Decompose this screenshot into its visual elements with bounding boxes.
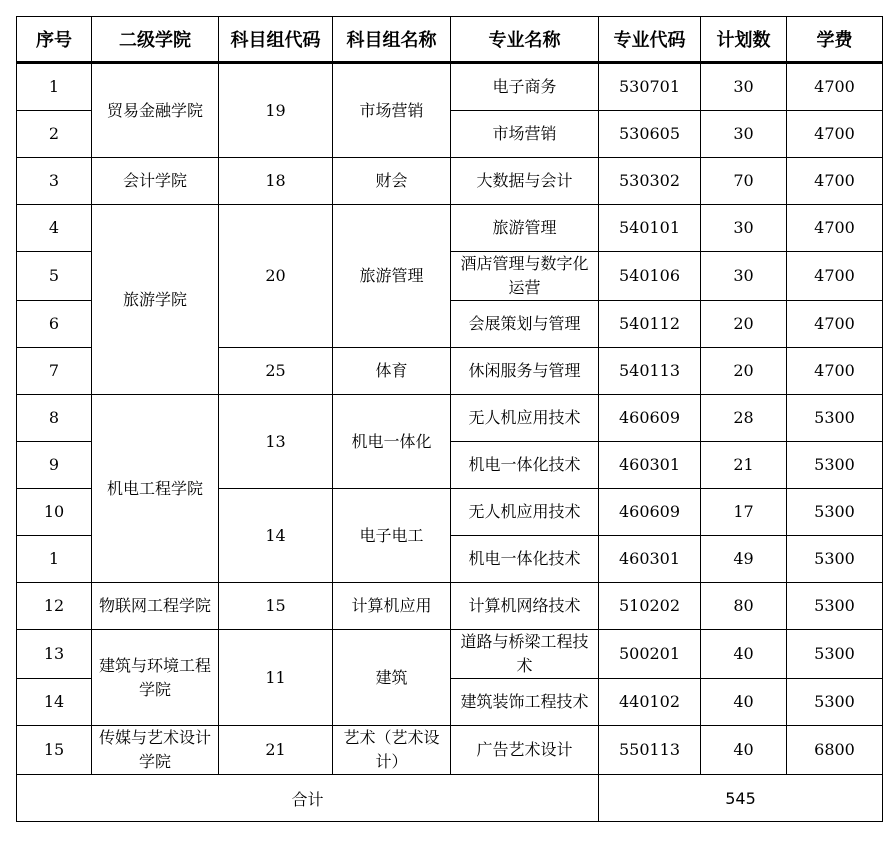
major-code-cell: 540113: [599, 348, 701, 395]
group-name-cell: 建筑: [333, 630, 451, 726]
fee-cell: 5300: [787, 679, 883, 726]
group-name-cell: 旅游管理: [333, 205, 451, 348]
header-group-name: 科目组名称: [333, 17, 451, 63]
major-name-cell: 电子商务: [451, 63, 599, 111]
major-name-cell: 酒店管理与数字化运营: [451, 252, 599, 301]
major-name-cell: 无人机应用技术: [451, 489, 599, 536]
major-code-cell: 460609: [599, 489, 701, 536]
seq-cell: 6: [17, 301, 92, 348]
college-cell: 物联网工程学院: [92, 583, 219, 630]
major-name-cell: 广告艺术设计: [451, 726, 599, 775]
fee-cell: 5300: [787, 536, 883, 583]
table-row: [17, 205, 883, 252]
fee-cell: 5300: [787, 630, 883, 679]
fee-cell: 5300: [787, 395, 883, 442]
college-cell: 会计学院: [92, 158, 219, 205]
seq-cell: 12: [17, 583, 92, 630]
seq-cell: 1: [17, 536, 92, 583]
major-code-cell: 460609: [599, 395, 701, 442]
major-code-cell: 540101: [599, 205, 701, 252]
group-name-cell: 艺术（艺术设计）: [333, 726, 451, 775]
major-code-cell: 550113: [599, 726, 701, 775]
major-name-cell: 旅游管理: [451, 205, 599, 252]
group-code-cell: 18: [219, 158, 333, 205]
major-name-cell: 休闲服务与管理: [451, 348, 599, 395]
plan-cell: 30: [701, 111, 787, 158]
seq-cell: 7: [17, 348, 92, 395]
major-code-cell: 530605: [599, 111, 701, 158]
seq-cell: 3: [17, 158, 92, 205]
group-name-cell: 体育: [333, 348, 451, 395]
major-name-cell: 会展策划与管理: [451, 301, 599, 348]
major-code-cell: 510202: [599, 583, 701, 630]
major-name-cell: 机电一体化技术: [451, 442, 599, 489]
table-row: [17, 583, 883, 630]
plan-cell: 28: [701, 395, 787, 442]
college-cell: 贸易金融学院: [92, 63, 219, 158]
plan-cell: 17: [701, 489, 787, 536]
total-row: [17, 775, 883, 822]
group-name-cell: 财会: [333, 158, 451, 205]
group-name-cell: 电子电工: [333, 489, 451, 583]
major-name-cell: 建筑装饰工程技术: [451, 679, 599, 726]
major-code-cell: 460301: [599, 536, 701, 583]
plan-cell: 40: [701, 679, 787, 726]
major-code-cell: 460301: [599, 442, 701, 489]
plan-cell: 20: [701, 348, 787, 395]
fee-cell: 4700: [787, 158, 883, 205]
seq-cell: 2: [17, 111, 92, 158]
header-seq: 序号: [17, 17, 92, 63]
fee-cell: 5300: [787, 442, 883, 489]
group-code-cell: 14: [219, 489, 333, 583]
seq-cell: 1: [17, 63, 92, 111]
major-code-cell: 530302: [599, 158, 701, 205]
header-college: 二级学院: [92, 17, 219, 63]
seq-cell: 8: [17, 395, 92, 442]
plan-cell: 40: [701, 726, 787, 775]
header-plan: 计划数: [701, 17, 787, 63]
fee-cell: 4700: [787, 111, 883, 158]
fee-cell: 6800: [787, 726, 883, 775]
fee-cell: 4700: [787, 63, 883, 111]
plan-cell: 30: [701, 63, 787, 111]
group-code-cell: 15: [219, 583, 333, 630]
major-code-cell: 540112: [599, 301, 701, 348]
major-name-cell: 大数据与会计: [451, 158, 599, 205]
seq-cell: 9: [17, 442, 92, 489]
major-name-cell: 道路与桥梁工程技术: [451, 630, 599, 679]
table-row: [17, 63, 883, 111]
group-code-cell: 25: [219, 348, 333, 395]
major-code-cell: 440102: [599, 679, 701, 726]
header-major-code: 专业代码: [599, 17, 701, 63]
group-code-cell: 20: [219, 205, 333, 348]
total-label: 合计: [17, 775, 599, 822]
seq-cell: 14: [17, 679, 92, 726]
group-code-cell: 19: [219, 63, 333, 158]
plan-cell: 40: [701, 630, 787, 679]
seq-cell: 4: [17, 205, 92, 252]
plan-cell: 80: [701, 583, 787, 630]
enrollment-plan-table: [16, 16, 883, 822]
header-group-code: 科目组代码: [219, 17, 333, 63]
plan-cell: 21: [701, 442, 787, 489]
header-major-name: 专业名称: [451, 17, 599, 63]
fee-cell: 4700: [787, 301, 883, 348]
seq-cell: 15: [17, 726, 92, 775]
table-row: [17, 158, 883, 205]
seq-cell: 5: [17, 252, 92, 301]
major-name-cell: 市场营销: [451, 111, 599, 158]
college-cell: 传媒与艺术设计学院: [92, 726, 219, 775]
seq-cell: 13: [17, 630, 92, 679]
college-cell: 机电工程学院: [92, 395, 219, 583]
fee-cell: 4700: [787, 205, 883, 252]
table-row: [17, 630, 883, 679]
table-row: [17, 395, 883, 442]
major-name-cell: 机电一体化技术: [451, 536, 599, 583]
header-fee: 学费: [787, 17, 883, 63]
group-name-cell: 计算机应用: [333, 583, 451, 630]
plan-cell: 70: [701, 158, 787, 205]
seq-cell: 10: [17, 489, 92, 536]
fee-cell: 5300: [787, 489, 883, 536]
plan-cell: 30: [701, 205, 787, 252]
total-value: 545: [599, 775, 883, 822]
major-code-cell: 530701: [599, 63, 701, 111]
plan-cell: 20: [701, 301, 787, 348]
plan-cell: 49: [701, 536, 787, 583]
group-code-cell: 21: [219, 726, 333, 775]
fee-cell: 5300: [787, 583, 883, 630]
group-name-cell: 机电一体化: [333, 395, 451, 489]
header-row: [17, 17, 883, 63]
plan-cell: 30: [701, 252, 787, 301]
major-name-cell: 计算机网络技术: [451, 583, 599, 630]
college-cell: 建筑与环境工程学院: [92, 630, 219, 726]
group-name-cell: 市场营销: [333, 63, 451, 158]
major-name-cell: 无人机应用技术: [451, 395, 599, 442]
fee-cell: 4700: [787, 252, 883, 301]
college-cell: 旅游学院: [92, 205, 219, 395]
fee-cell: 4700: [787, 348, 883, 395]
group-code-cell: 11: [219, 630, 333, 726]
table-row: [17, 726, 883, 775]
group-code-cell: 13: [219, 395, 333, 489]
major-code-cell: 500201: [599, 630, 701, 679]
major-code-cell: 540106: [599, 252, 701, 301]
